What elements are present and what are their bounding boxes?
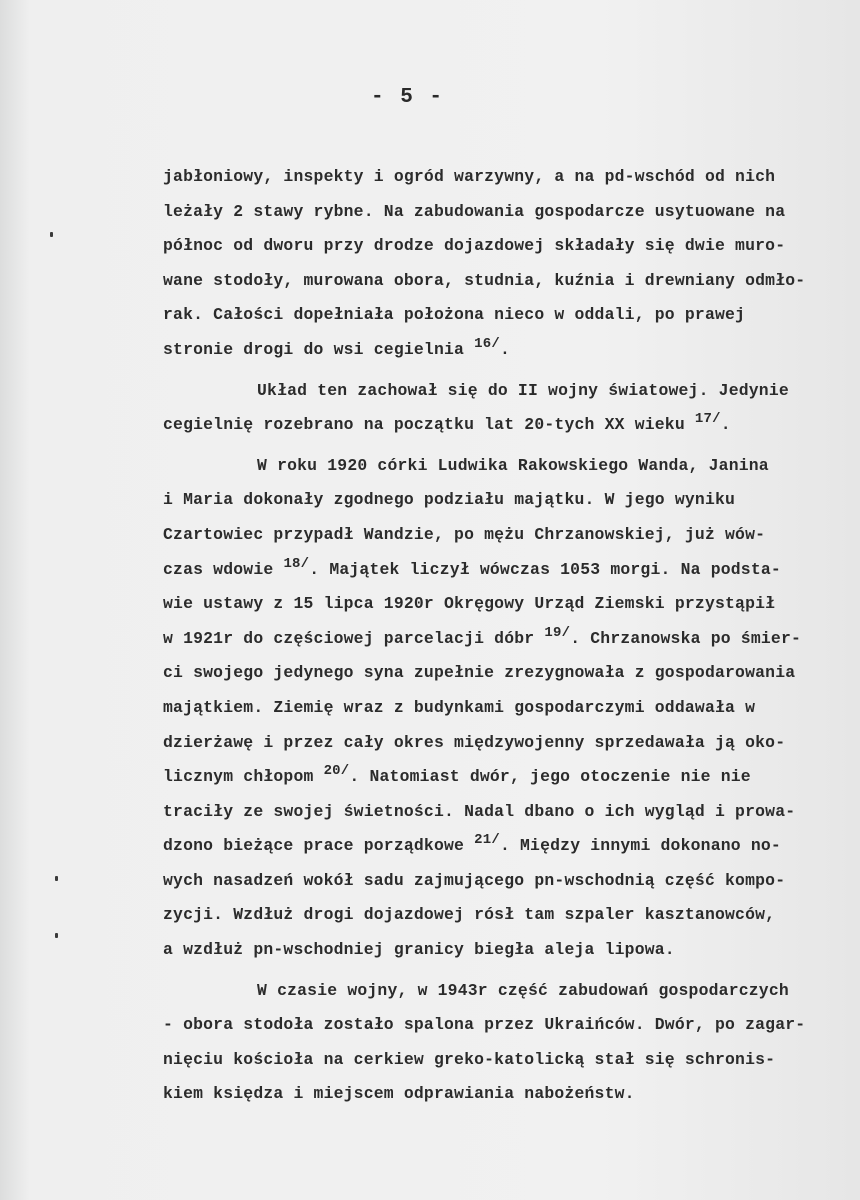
text-line <box>163 974 818 1009</box>
line-text: Układ ten zachował się do II wojny światowej. Jedynie <box>257 380 789 400</box>
line-text-after-note: . <box>720 415 731 435</box>
line-text: licznym chłopom <box>163 767 324 787</box>
margin-mark <box>50 232 53 237</box>
text-line <box>163 1043 818 1078</box>
text-line <box>163 795 818 830</box>
line-text: traciły ze swojej świetności. Nadal dbano o ich wygląd i prowa- <box>163 801 796 821</box>
text-line <box>163 656 818 691</box>
text-line <box>163 229 818 264</box>
margin-mark <box>55 876 58 881</box>
text-line <box>163 483 818 518</box>
text-line <box>163 1008 818 1043</box>
line-text: czas wdowie <box>163 559 284 579</box>
footnote-ref: 20/ <box>323 763 350 780</box>
line-text: wie ustawy z 15 lipca 1920r Okręgowy Urząd Ziemski przystąpił <box>163 594 776 614</box>
text-line <box>163 449 818 484</box>
line-text: i Maria dokonały zgodnego podziału majątku. W jego wyniku <box>163 490 736 510</box>
line-text: wych nasadzeń wokół sadu zajmującego pn-wschodnią część kompo- <box>163 870 786 890</box>
text-line <box>163 374 818 409</box>
line-text: nięciu kościoła na cerkiew greko-katolicką stał się schronis- <box>163 1049 776 1069</box>
line-text: dzierżawę i przez cały okres międzywojenny sprzedawała ją oko- <box>163 732 786 752</box>
footnote-ref: 21/ <box>474 832 500 849</box>
line-text: leżały 2 stawy rybne. Na zabudowania gospodarcze usytuowane na <box>163 201 786 221</box>
text-line <box>163 864 818 899</box>
line-text-after-note: . Między innymi dokonano no- <box>499 836 781 856</box>
line-text-after-note: . <box>499 339 510 359</box>
line-text: ci swojego jedynego syna zupełnie zrezygnowała z gospodarowania <box>163 663 796 683</box>
text-line <box>163 587 818 622</box>
text-line <box>163 518 818 553</box>
line-text-after-note: . Majątek liczył wówczas 1053 morgi. Na podsta- <box>309 559 781 579</box>
text-line <box>163 622 818 657</box>
line-text-after-note: . Chrzanowska po śmier- <box>570 628 802 648</box>
line-text: rak. Całości dopełniała położona nieco w oddali, po prawej <box>163 305 746 325</box>
line-text-after-note: . Natomiast dwór, jego otoczenie nie nie <box>349 767 751 787</box>
line-text: w 1921r do częściowej parcelacji dóbr <box>163 628 545 648</box>
line-text: jabłoniowy, inspekty i ogród warzywny, a na pd-wschód od nich <box>163 167 776 186</box>
line-text: majątkiem. Ziemię wraz z budynkami gospodarczymi oddawała w <box>163 697 756 717</box>
text-line <box>163 408 818 443</box>
text-line <box>163 1077 818 1112</box>
page-number: - 5 - <box>370 86 444 109</box>
text-line <box>163 298 818 333</box>
text-line <box>163 898 818 933</box>
line-text: północ od dworu przy drodze dojazdowej składały się dwie muro- <box>163 236 786 256</box>
line-text: W roku 1920 córki Ludwika Rakowskiego Wanda, Janina <box>257 455 769 475</box>
footnote-ref: 18/ <box>283 555 310 572</box>
line-text: a wzdłuż pn-wschodniej granicy biegła aleja lipowa. <box>163 940 675 960</box>
line-text: Czartowiec przypadł Wandzie, po mężu Chrzanowskiej, już wów- <box>163 524 766 544</box>
line-text: kiem księdza i miejscem odprawiania nabożeństw. <box>163 1084 635 1104</box>
text-line <box>163 553 818 588</box>
text-line <box>163 829 818 864</box>
text-line <box>163 691 818 726</box>
text-line <box>163 333 818 368</box>
body-text <box>163 160 818 1112</box>
line-text: zycji. Wzdłuż drogi dojazdowej rósł tam szpaler kasztanowców, <box>163 905 776 925</box>
line-text: cegielnię rozebrano na początku lat 20-tych XX wieku <box>163 415 695 435</box>
text-line <box>163 195 818 230</box>
text-line <box>163 726 818 761</box>
footnote-ref: 17/ <box>694 411 721 428</box>
text-line <box>163 160 818 195</box>
text-line <box>163 760 818 795</box>
footnote-ref: 19/ <box>544 624 571 641</box>
margin-mark <box>55 933 58 938</box>
line-text: - obora stodoła zostało spalona przez Ukraińców. Dwór, po zagar- <box>163 1015 806 1035</box>
line-text: W czasie wojny, w 1943r część zabudowań gospodarczych <box>257 980 789 1000</box>
line-text: stronie drogi do wsi cegielnia <box>163 339 475 359</box>
line-text: dzono bieżące prace porządkowe <box>163 836 475 856</box>
footnote-ref: 16/ <box>474 335 500 352</box>
text-line <box>163 264 818 299</box>
text-line <box>163 933 818 968</box>
line-text: wane stodoły, murowana obora, studnia, kuźnia i drewniany odmło- <box>163 270 806 290</box>
